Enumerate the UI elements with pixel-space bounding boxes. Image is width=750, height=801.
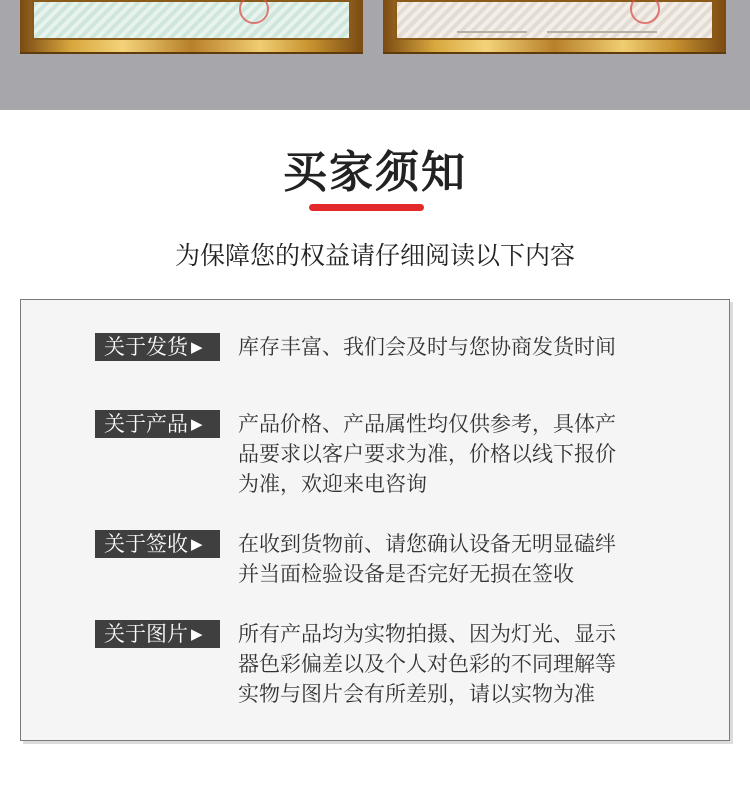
notice-tag-label: 关于图片 [104, 622, 188, 646]
notice-text [238, 409, 658, 499]
triangle-right-icon: ▶ [191, 338, 203, 356]
triangle-right-icon: ▶ [191, 415, 203, 433]
notice-tag-label: 关于签收 [104, 532, 188, 556]
notice-tag [95, 620, 220, 648]
seal-stamp-icon [630, 0, 660, 24]
notice-line: 产品价格、产品属性均仅供参考，具体产 [238, 412, 616, 436]
notice-tag-label: 关于发货 [104, 335, 188, 359]
notice-tag [95, 530, 220, 558]
notice-tag [95, 333, 220, 361]
seal-stamp-icon [239, 0, 269, 24]
notice-line: 品要求以客户要求为准，价格以线下报价 [238, 442, 616, 466]
notice-text [238, 529, 658, 589]
notice-line: 器色彩偏差以及个人对色彩的不同理解等 [238, 652, 616, 676]
certificate-text-line [457, 31, 527, 33]
triangle-right-icon: ▶ [191, 625, 203, 643]
notice-tag-label: 关于产品 [104, 412, 188, 436]
notice-line: 并当面检验设备是否完好无损在签收 [238, 562, 574, 586]
certificate-frame-left [20, 0, 363, 54]
certificate-image-left [32, 0, 351, 40]
certificate-banner [0, 0, 750, 110]
notice-line: 在收到货物前、请您确认设备无明显磕绊 [238, 532, 616, 556]
certificate-text-line [547, 31, 657, 33]
notice-line: 所有产品均为实物拍摄、因为灯光、显示 [238, 622, 616, 646]
triangle-right-icon: ▶ [191, 535, 203, 553]
certificate-frame-right [383, 0, 726, 54]
notice-panel [20, 299, 730, 741]
notice-line: 库存丰富、我们会及时与您协商发货时间 [238, 335, 616, 359]
certificate-image-right [395, 0, 714, 40]
notice-line: 为准，欢迎来电咨询 [238, 472, 427, 496]
title-underline [309, 204, 424, 211]
page-subtitle: 为保障您的权益请仔细阅读以下内容 [174, 241, 575, 270]
notice-line: 实物与图片会有所差别，请以实物为准 [238, 682, 595, 706]
notice-text [238, 619, 658, 709]
notice-tag [95, 410, 220, 438]
page-title: 买家须知 [283, 147, 467, 198]
notice-text [238, 332, 658, 362]
